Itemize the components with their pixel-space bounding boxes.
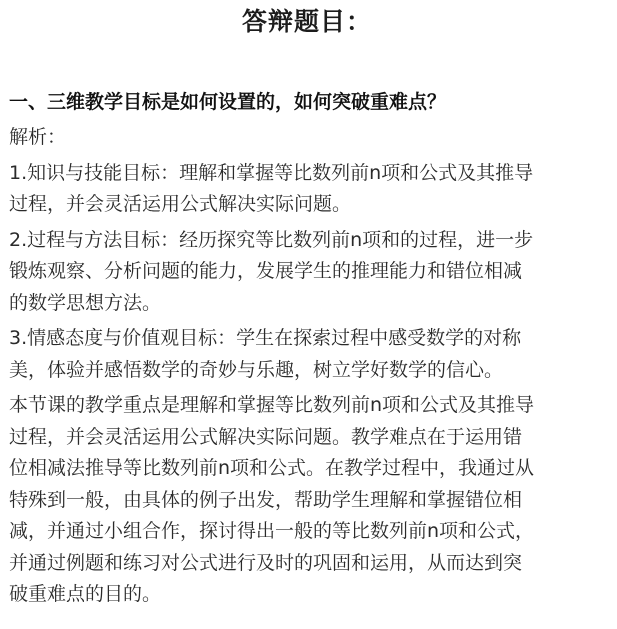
objective-line: 2.过程与方法目标：经历探究等比数列前n项和的过程，进一步 [9, 228, 534, 251]
objective-line: 3.情感态度与价值观目标：学生在探索过程中感受数学的对称 [9, 327, 522, 349]
summary-paragraph [9, 390, 605, 611]
question-heading: 一、三维教学目标是如何设置的，如何突破重难点？ [9, 91, 447, 113]
analysis-label: 解析： [9, 126, 67, 148]
objective-line: 过程，并会灵活运用公式解决实际问题。 [9, 193, 352, 215]
summary-line: 减，并通过小组合作，探讨得出一般的等比数列前n项和公式， [9, 520, 535, 542]
objective-line: 锻炼观察、分析问题的能力，发展学生的推理能力和错位相减 [9, 260, 523, 282]
objective-emotion [9, 323, 605, 386]
summary-line: 过程，并会灵活运用公式解决实际问题。教学难点在于运用错 [9, 425, 523, 448]
summary-line: 位相减法推导等比数列前n项和公式。在教学过程中，我通过从 [9, 457, 535, 479]
summary-line: 特殊到一般，由具体的例子出发，帮助学生理解和掌握错位相 [9, 488, 523, 511]
objective-process [9, 225, 605, 320]
objective-line: 的数学思想方法。 [9, 291, 162, 314]
summary-line: 并通过例题和练习对公式进行及时的巩固和运用，从而达到突 [9, 551, 523, 574]
summary-line: 本节课的教学重点是理解和掌握等比数列前n项和公式及其推导 [9, 394, 535, 416]
objective-knowledge [9, 158, 605, 221]
objective-line: 美，体验并感悟数学的奇妙与乐趣，树立学好数学的信心。 [9, 358, 504, 381]
page-title: 答辩题目： [241, 7, 372, 36]
objective-line: 1.知识与技能目标：理解和掌握等比数列前n项和公式及其推导 [9, 161, 534, 184]
summary-line: 破重难点的目的。 [9, 583, 162, 605]
